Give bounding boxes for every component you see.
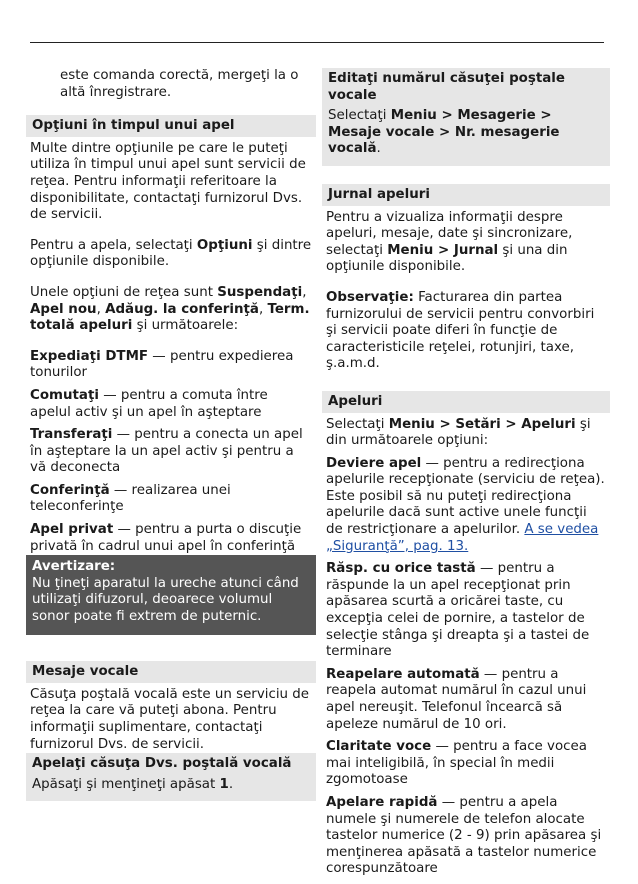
warning-box bbox=[26, 555, 316, 635]
paragraph-options-intro: Multe dintre opţiunile pe care le puteţi utiliza în timpul unui apel sunt servicii de reţea. Pentru informaţii referitoare la disponibilitate, contactaţi furnizorul Dvs. de servicii. bbox=[30, 140, 306, 223]
right-column bbox=[326, 68, 606, 878]
left-column bbox=[30, 68, 312, 801]
heading-edit-voicemail: Editaţi numărul căsuţei poştale vocale bbox=[328, 71, 565, 103]
options-list bbox=[30, 349, 312, 556]
paragraph-edit-voicemail: Selectaţi Meniu > Mesagerie > Mesaje vocale > Nr. mesagerie vocală. bbox=[328, 108, 560, 157]
option-item: Apelare rapidă — pentru a apela numele şi numerele de telefon alocate tastelor numerice (2 - 9) prin apăsarea şi menţinerea apăsată a tastelor numerice corespunzătoare bbox=[326, 794, 602, 877]
option-item: Transferaţi — pentru a conecta un apel în aşteptare la un apel activ şi pentru a vă deconecta bbox=[30, 427, 303, 476]
option-item: Comutaţi — pentru a comuta între apelul activ şi un apel în aşteptare bbox=[30, 387, 268, 420]
option-item: Conferinţă — realizarea unei teleconferinţe bbox=[30, 482, 231, 515]
heading-calls: Apeluri bbox=[322, 391, 610, 413]
option-item: Claritate voce — pentru a face vocea mai inteligibilă, în special în medii zgomotoase bbox=[326, 739, 587, 788]
warning-title: Avertizare: bbox=[32, 559, 116, 575]
option-item: Expediaţi DTMF — pentru expedierea tonurilor bbox=[30, 348, 294, 381]
paragraph-calls-select: Selectaţi Meniu > Setări > Apeluri şi din următoarele opţiuni: bbox=[326, 416, 591, 449]
link-security[interactable]: A se vedea „Siguranţă”, pag. 13. bbox=[326, 522, 599, 554]
edit-voicemail-box bbox=[322, 68, 610, 166]
menu-term-options: Opţiuni bbox=[196, 237, 253, 253]
heading-call-log: Jurnal apeluri bbox=[322, 184, 610, 206]
warning-text: Nu ţineţi aparatul la ureche atunci când utilizaţi difuzorul, deoarece volumul sonor poate fi extrem de puternic. bbox=[32, 575, 299, 625]
heading-voicemail: Mesaje vocale bbox=[26, 661, 316, 683]
top-rule bbox=[30, 42, 604, 43]
option-item: Răsp. cu orice tastă — pentru a răspunde la un apel recepţionat prin apăsarea scurtă a oricărei taste, cu excepţia celei de pornire, a tastelor de selecţie stânga şi dreapta şi a tastei de terminare bbox=[326, 561, 590, 660]
continued-text: este comanda corectă, mergeţi la o altă înregistrare. bbox=[60, 68, 299, 100]
paragraph-network-options: Unele opţiuni de reţea sunt Suspendaţi, Apel nou, Adăug. la conferinţă, Term. totală apeluri şi următoarele: bbox=[30, 284, 310, 334]
paragraph-call-voicemail: Apăsaţi şi menţineţi apăsat 1. bbox=[32, 776, 234, 792]
paragraph-options-select: Pentru a apela, selectaţi Opţiuni şi dintre opţiunile disponibile. bbox=[30, 237, 312, 270]
heading-call-voicemail: Apelaţi căsuţa Dvs. poştală vocală bbox=[32, 756, 292, 772]
paragraph-call-log: Pentru a vizualiza informaţii despre apeluri, mesaje, date şi sincronizare, selectaţi Meniu > Jurnal şi una din opţiunile disponibile. bbox=[326, 209, 573, 275]
option-item: Apel privat — pentru a purta o discuţie privată în cadrul unui apel în conferinţă bbox=[30, 522, 302, 554]
option-item-divert: Deviere apel — pentru a redirecţiona apelurile recepţionate (serviciu de reţea). Este posibil să nu puteţi redirecţiona apelurile dacă sunt active unele funcţii de restricţionare a apelurilor. A se vedea „Siguranţă”, pag. 13. bbox=[326, 455, 605, 554]
paragraph-voicemail: Căsuţa poştală vocală este un serviciu de reţea la care vă puteţi abona. Pentru informaţii suplimentare, contactaţi furnizorul Dvs. de servicii. bbox=[30, 686, 310, 752]
heading-call-options: Opţiuni în timpul unui apel bbox=[26, 115, 316, 137]
call-voicemail-box bbox=[26, 753, 316, 801]
paragraph-observation: Observaţie: Facturarea din partea furnizorului de servicii pentru convorbiri şi servicii poate diferi în funcţie de caracteristicile reţelei, rotunjiri, taxe, ş.a.m.d. bbox=[326, 289, 595, 372]
option-item: Reapelare automată — pentru a reapela automat numărul în cazul unui apel nereuşit. Telefonul încearcă să apeleze numărul de 10 ori. bbox=[326, 666, 587, 732]
